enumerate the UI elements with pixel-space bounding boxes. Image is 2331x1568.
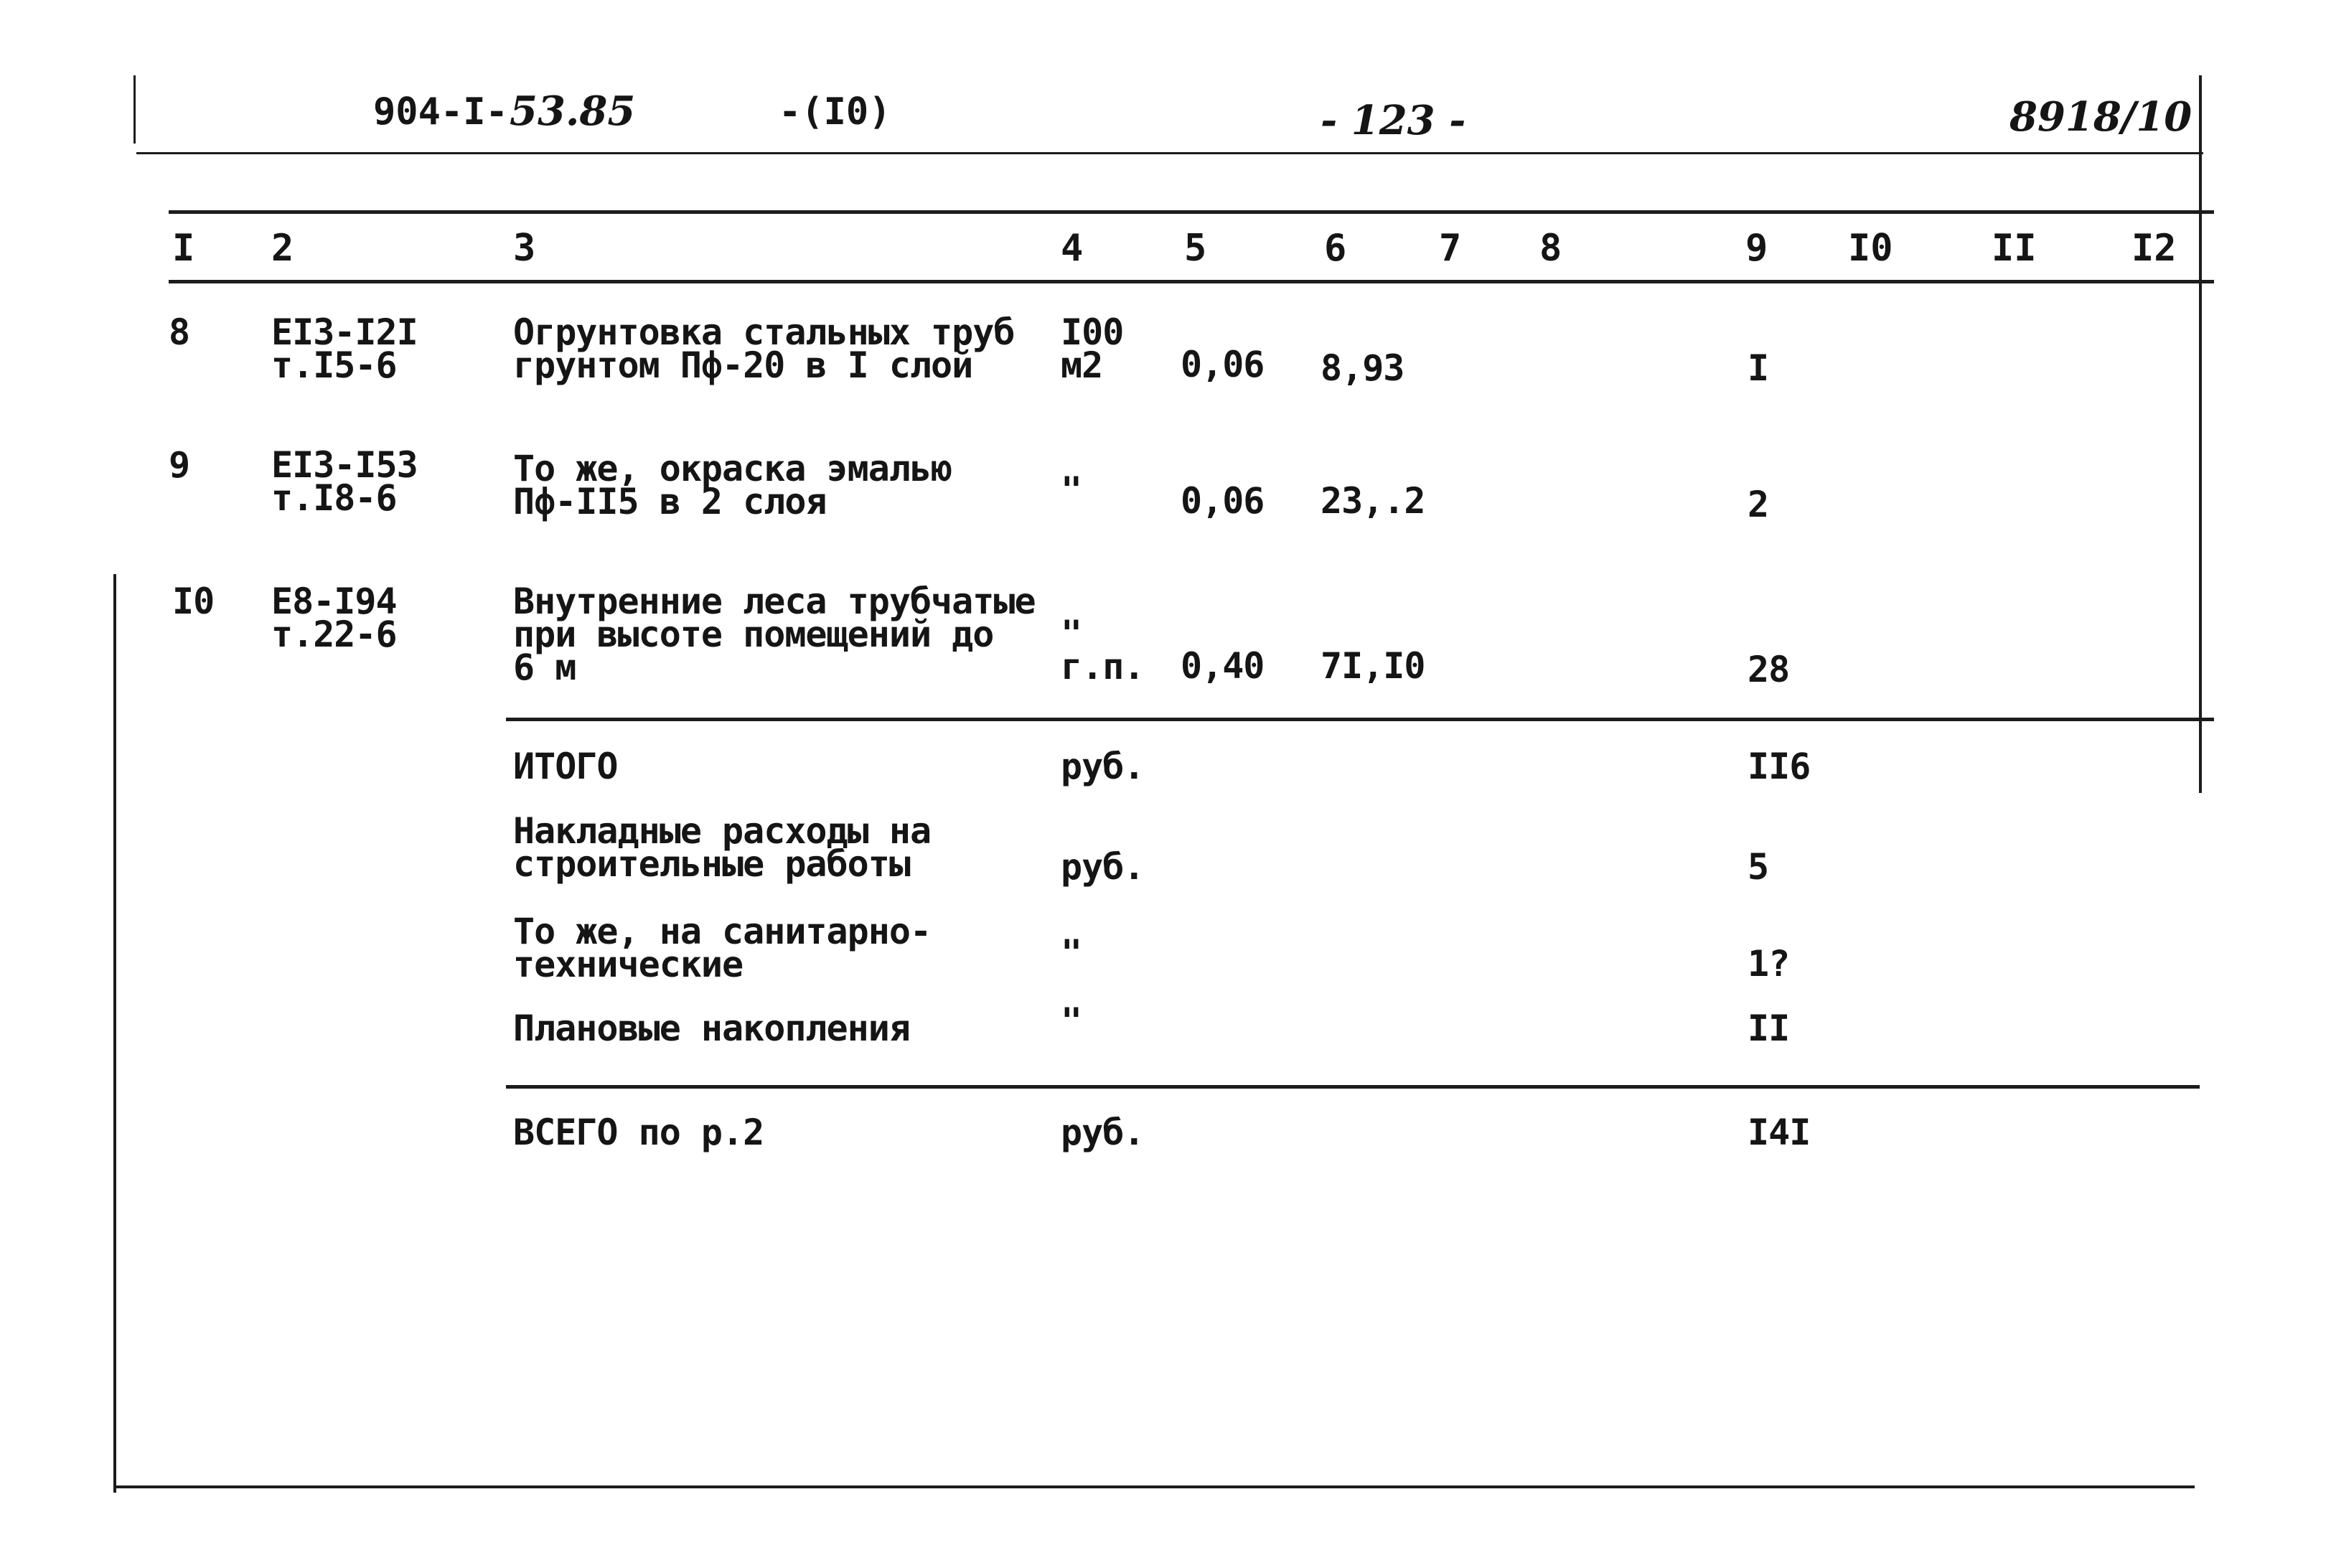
summary-total: 5 [1748, 846, 1769, 888]
summary-total: 1? [1748, 943, 1790, 985]
col-header-11: II [1992, 227, 2037, 270]
row-unit-price: 23,.2 [1321, 480, 1425, 522]
col-header-8: 8 [1539, 227, 1562, 270]
row-number: 8 [169, 311, 190, 353]
row-total: 28 [1748, 649, 1790, 690]
row-quantity: 0,06 [1181, 480, 1265, 522]
grand-total-name: ВСЕГО по р.2 [513, 1112, 764, 1153]
col-header-5: 5 [1184, 227, 1207, 270]
frame-left-stub [133, 75, 136, 144]
summary-name: Накладные расходы на строительные работы [513, 810, 932, 885]
col-header-1: I [172, 227, 195, 270]
row-unit: " г.п. [1061, 613, 1145, 687]
col-header-9: 9 [1745, 227, 1768, 270]
col-header-3: 3 [513, 227, 536, 270]
row-unit: I00 м2 [1061, 311, 1124, 386]
col-header-12: I2 [2131, 227, 2177, 270]
summary-name: Плановые накопления [513, 1008, 910, 1049]
col-header-4: 4 [1061, 227, 1084, 270]
summary-unit: руб. [1061, 846, 1145, 888]
grand-total-unit: руб. [1061, 1112, 1145, 1153]
summary-name: ИТОГО [513, 746, 618, 787]
col-header-7: 7 [1439, 227, 1462, 270]
series-prefix: 904-I- [373, 90, 508, 133]
summary-unit: " [1061, 932, 1082, 974]
summary-total: II6 [1748, 746, 1811, 787]
row-name: То же, окраска эмалью Пф-II5 в 2 слоя [513, 448, 952, 522]
row-quantity: 0,40 [1181, 645, 1265, 687]
row-total: 2 [1748, 484, 1769, 525]
col-header-10: I0 [1848, 227, 1893, 270]
frame-top-line [136, 152, 2203, 154]
frame-right-line [2199, 75, 2202, 793]
row-unit-price: 7I,I0 [1321, 645, 1425, 687]
issue-number: -(I0) [779, 90, 891, 133]
col-header-2: 2 [271, 227, 294, 270]
summary-total: II [1748, 1008, 1790, 1049]
grand-total-value: I4I [1748, 1112, 1811, 1153]
frame-bottom-line [113, 1485, 2195, 1488]
row-unit-price: 8,93 [1321, 347, 1404, 389]
summary-bottom-rule [506, 1085, 2200, 1089]
col-header-6: 6 [1324, 227, 1347, 270]
frame-left-line [113, 574, 116, 1493]
row-code: EI3-I2I т.I5-6 [271, 311, 418, 386]
row-number: I0 [172, 581, 215, 622]
row-quantity: 0,06 [1181, 344, 1265, 385]
archive-number: 8918/10 [2009, 93, 2192, 141]
summary-unit: руб. [1061, 746, 1145, 787]
row-name: Внутренние леса трубчатые при высоте помещений до 6 м [513, 581, 1036, 688]
row-name: Огрунтовка стальных труб грунтом Пф-20 в I слой [513, 311, 1015, 386]
row-total: I [1748, 347, 1769, 389]
header-bottom-rule [169, 280, 2214, 283]
row-code: E8-I94 т.22-6 [271, 581, 397, 655]
rows-bottom-rule [506, 718, 2214, 721]
row-number: 9 [169, 444, 190, 486]
series-handwritten: 53.85 [510, 88, 636, 135]
row-unit: " [1061, 469, 1082, 511]
table-top-rule [169, 210, 2214, 214]
page-number: - 123 - [1321, 97, 1466, 144]
summary-unit: " [1061, 1000, 1082, 1042]
summary-name: То же, на санитарно- технические [513, 911, 932, 985]
row-code: EI3-I53 т.I8-6 [271, 444, 418, 519]
